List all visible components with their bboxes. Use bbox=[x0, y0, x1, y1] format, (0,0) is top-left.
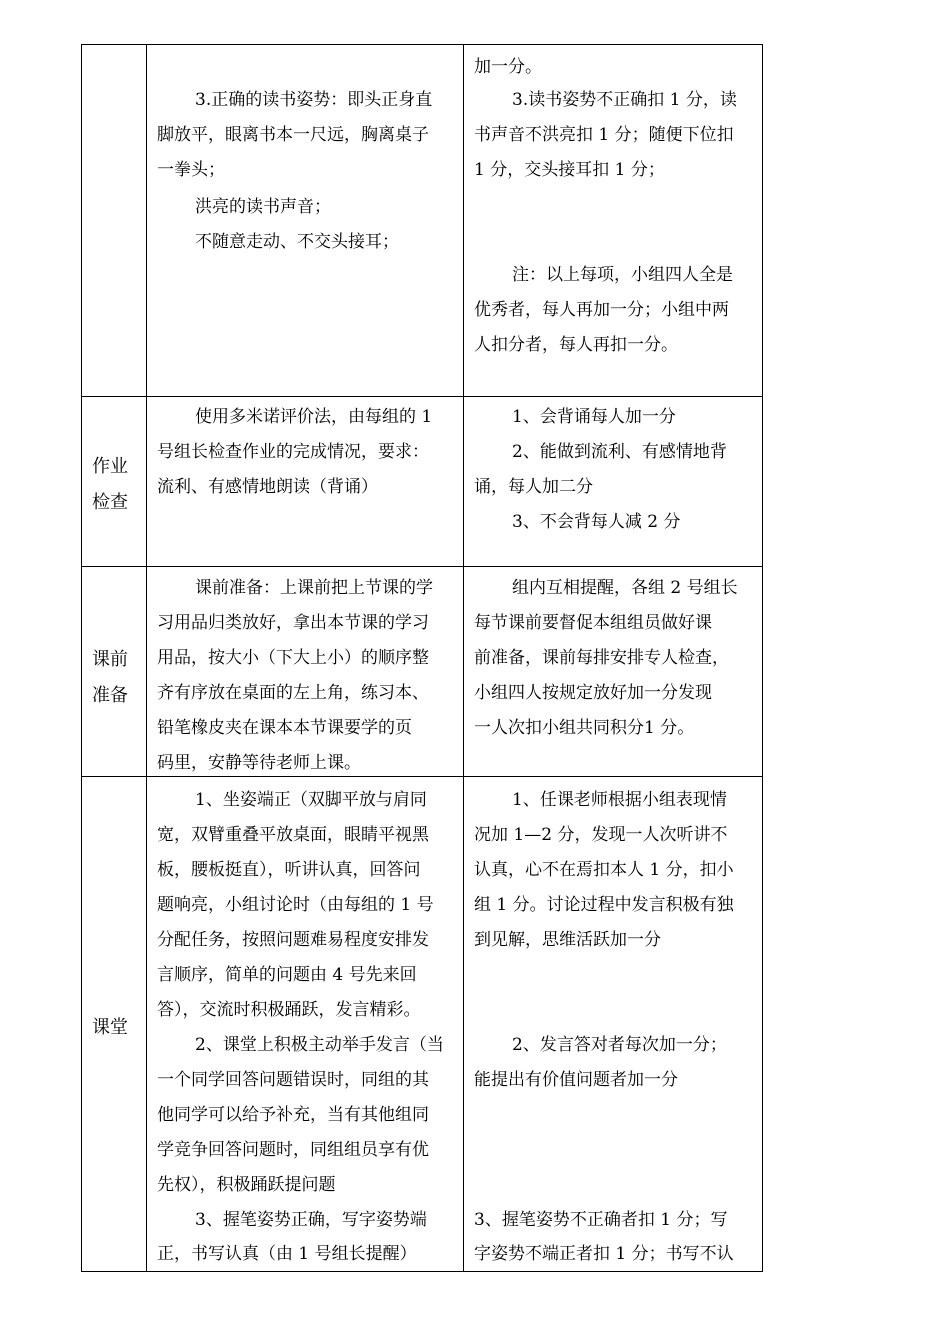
table-row-divider-2 bbox=[81, 566, 763, 567]
row3-middle-line-3: 用品，按大小（下大上小）的顺序整 bbox=[157, 648, 429, 668]
row4-right-line-1: 1、任课老师根据小组表现情 bbox=[512, 790, 727, 810]
row3-middle-line-2: 习用品归类放好，拿出本节课的学习 bbox=[157, 613, 429, 633]
row4-label-line-1: 课堂 bbox=[92, 1017, 128, 1038]
row4-middle-line-13: 3、握笔姿势正确，写字姿势端 bbox=[195, 1210, 427, 1230]
table-border-right bbox=[762, 44, 763, 1272]
row3-middle-line-6: 码里，安静等待老师上课。 bbox=[157, 753, 361, 773]
row1-middle-line-3: 一拳头； bbox=[157, 160, 225, 180]
row4-middle-line-14: 正，书写认真（由 1 号组长提醒） bbox=[157, 1244, 417, 1264]
row4-right-line-7: 能提出有价值问题者加一分 bbox=[474, 1070, 678, 1090]
row4-middle-line-5: 分配任务，按照问题难易程度安排发 bbox=[157, 930, 429, 950]
row3-middle-line-4: 齐有序放在桌面的左上角，练习本、 bbox=[157, 683, 429, 703]
row4-middle-line-10: 他同学可以给予补充，当有其他组同 bbox=[157, 1105, 429, 1125]
row1-middle-line-4: 洪亮的读书声音； bbox=[195, 197, 331, 217]
row2-label-line-1: 作业 bbox=[92, 456, 128, 477]
row4-right-line-8: 3、握笔姿势不正确者扣 1 分；写 bbox=[474, 1210, 728, 1230]
row4-middle-line-1: 1、坐姿端正（双脚平放与肩同 bbox=[195, 790, 427, 810]
row4-right-line-4: 组 1 分。讨论过程中发言积极有独 bbox=[474, 895, 734, 915]
row2-label-line-2: 检查 bbox=[92, 492, 128, 513]
row3-right-line-1: 组内互相提醒，各组 2 号组长 bbox=[512, 578, 738, 598]
row1-right-line-5: 注：以上每项，小组四人全是 bbox=[512, 265, 733, 285]
row4-middle-line-2: 宽，双臂重叠平放桌面，眼睛平视黑 bbox=[157, 825, 429, 845]
row4-middle-line-12: 先权），积极踊跃提问题 bbox=[157, 1175, 336, 1195]
row4-middle-line-8: 2、课堂上积极主动举手发言（当 bbox=[195, 1035, 444, 1055]
row3-label-line-1: 课前 bbox=[92, 649, 128, 670]
row4-right-line-6: 2、发言答对者每次加一分； bbox=[512, 1035, 727, 1055]
table-column-divider-1 bbox=[146, 44, 147, 1272]
row3-right-line-3: 前准备，课前每排安排专人检查， bbox=[474, 648, 729, 668]
row1-right-line-2: 3.读书姿势不正确扣 1 分，读 bbox=[512, 90, 737, 110]
row1-middle-line-1: 3.正确的读书姿势：即头正身直 bbox=[195, 90, 433, 110]
row3-label-line-2: 准备 bbox=[92, 685, 128, 706]
table-border-top bbox=[81, 44, 763, 45]
row4-right-line-3: 认真，心不在焉扣本人 1 分，扣小 bbox=[474, 860, 734, 880]
row3-middle-line-1: 课前准备：上课前把上节课的学 bbox=[195, 578, 433, 598]
row2-right-line-3: 诵，每人加二分 bbox=[474, 477, 593, 497]
row4-middle-line-11: 学竞争回答问题时，同组组员享有优 bbox=[157, 1140, 429, 1160]
row4-middle-line-3: 板，腰板挺直），听讲认真，回答问 bbox=[157, 860, 421, 880]
row2-right-line-1: 1、会背诵每人加一分 bbox=[512, 407, 676, 427]
row4-middle-line-6: 言顺序，简单的问题由 4 号先来回 bbox=[157, 965, 417, 985]
row4-right-line-2: 况加 1—2 分，发现一人次听讲不 bbox=[474, 825, 728, 845]
row1-right-line-6: 优秀者，每人再加一分；小组中两 bbox=[474, 300, 729, 320]
row3-middle-line-5: 铅笔橡皮夹在课本本节课要学的页 bbox=[157, 718, 412, 738]
row3-right-line-5: 一人次扣小组共同积分1 分。 bbox=[474, 718, 695, 738]
row1-right-line-3: 书声音不洪亮扣 1 分；随便下位扣 bbox=[474, 125, 734, 145]
row4-middle-line-4: 题响亮，小组讨论时（由每组的 1 号 bbox=[157, 895, 434, 915]
row1-right-line-1: 加一分。 bbox=[474, 57, 542, 77]
table-row-divider-1 bbox=[81, 396, 763, 397]
row2-middle-line-3: 流利、有感情地朗读（背诵） bbox=[157, 477, 378, 497]
row3-right-line-2: 每节课前要督促本组组员做好课 bbox=[474, 613, 712, 633]
row3-right-line-4: 小组四人按规定放好加一分发现 bbox=[474, 683, 712, 703]
row4-right-line-9: 字姿势不端正者扣 1 分；书写不认 bbox=[474, 1244, 734, 1264]
table-border-left bbox=[81, 44, 82, 1272]
row4-right-line-5: 到见解，思维活跃加一分 bbox=[474, 930, 661, 950]
row1-middle-line-2: 脚放平，眼离书本一尺远，胸离桌子 bbox=[157, 125, 429, 145]
row1-right-line-4: 1 分，交头接耳扣 1 分； bbox=[474, 160, 665, 180]
row2-right-line-2: 2、能做到流利、有感情地背 bbox=[512, 442, 727, 462]
row4-middle-line-7: 答），交流时积极踊跃，发言精彩。 bbox=[157, 1000, 421, 1020]
row1-middle-line-5: 不随意走动、不交头接耳； bbox=[195, 232, 399, 252]
row1-right-line-7: 人扣分者，每人再扣一分。 bbox=[474, 335, 678, 355]
row2-right-line-4: 3、不会背每人减 2 分 bbox=[512, 512, 681, 532]
row2-middle-line-2: 号组长检查作业的完成情况，要求： bbox=[157, 442, 429, 462]
table-column-divider-2 bbox=[463, 44, 464, 1272]
row2-middle-line-1: 使用多米诺评价法，由每组的 1 bbox=[195, 407, 433, 427]
row4-middle-line-9: 一个同学回答问题错误时，同组的其 bbox=[157, 1070, 429, 1090]
